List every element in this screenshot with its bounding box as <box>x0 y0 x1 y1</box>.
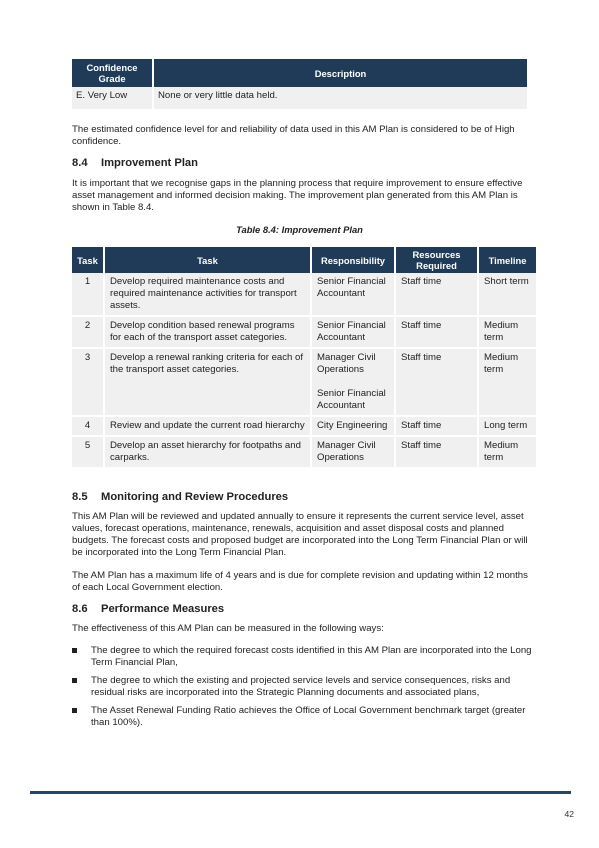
confidence-grade-table <box>72 59 527 111</box>
section-title: Monitoring and Review Procedures <box>101 491 289 503</box>
timeline-header: Timeline <box>479 247 536 273</box>
improvement-plan-table <box>72 247 536 469</box>
table-row <box>72 273 536 317</box>
page-number: 42 <box>564 809 574 819</box>
confidence-grade-cell: E. Very Low <box>72 87 154 111</box>
bullet-icon <box>72 678 77 683</box>
list-item-text: The Asset Renewal Funding Ratio achieves the Office of Local Government benchmark target (greater than 100%). <box>91 705 526 728</box>
task-number-cell: 5 <box>72 437 105 469</box>
task-cell: Develop condition based renewal programs for each of the transport asset categories. <box>105 317 312 349</box>
list-item <box>72 705 532 729</box>
table-caption: Table 8.4: Improvement Plan <box>236 224 363 235</box>
timeline-cell: Medium term <box>479 437 536 469</box>
table-row <box>72 317 536 349</box>
table-row <box>72 87 527 111</box>
section-title: Improvement Plan <box>101 157 198 169</box>
description-cell: None or very little data held. <box>154 87 527 111</box>
task-header: Task <box>105 247 312 273</box>
responsibility-primary: Manager Civil Operations <box>317 352 376 375</box>
resources-cell: Staff time <box>396 317 479 349</box>
task-cell: Develop a renewal ranking criteria for each of the transport asset categories. <box>105 349 312 417</box>
timeline-cell: Medium term <box>479 317 536 349</box>
responsibility-cell: Senior Financial Accountant <box>312 273 396 317</box>
resources-cell: Staff time <box>396 273 479 317</box>
section-8-6-intro: The effectiveness of this AM Plan can be measured in the following ways: <box>72 623 384 634</box>
task-number-cell: 2 <box>72 317 105 349</box>
task-number-cell: 4 <box>72 417 105 437</box>
timeline-cell: Medium term <box>479 349 536 417</box>
footer-rule <box>30 791 571 794</box>
responsibility-cell <box>312 349 396 417</box>
list-item-text: The degree to which the existing and projected service levels and service consequences, risks and residual risks are incorporated into the Strategic Planning documents and associated plans, <box>91 675 511 698</box>
task-number-cell: 3 <box>72 349 105 417</box>
section-8-5-paragraph-1: This AM Plan will be reviewed and updated annually to ensure it represents the current service level, asset values, forecast operations, maintenance, renewals, acquisition and asset disposal costs and planned budgets. The forecast costs and proposed budget are incorporated into the Long Term Financial Plan or will be incorporated into the Long Term Financial Plan. <box>72 511 528 558</box>
responsibility-cell: City Engineering <box>312 417 396 437</box>
list-item <box>72 675 532 699</box>
section-8-4-body: It is important that we recognise gaps in the planning process that require improvement to ensure effective asset management and informed decision making. The improvement plan generated from this AM Plan is shown in Table 8.4. <box>72 178 523 213</box>
task-cell: Develop an asset hierarchy for footpaths and carparks. <box>105 437 312 469</box>
section-title: Performance Measures <box>101 603 225 615</box>
table-row <box>72 417 536 437</box>
resources-cell: Staff time <box>396 437 479 469</box>
timeline-cell: Long term <box>479 417 536 437</box>
task-number-header: Task <box>72 247 105 273</box>
task-cell: Review and update the current road hierarchy <box>105 417 312 437</box>
performance-measures-list <box>72 645 532 735</box>
bullet-icon <box>72 708 77 713</box>
confidence-statement: The estimated confidence level for and reliability of data used in this AM Plan is considered to be of High confidence. <box>72 124 515 147</box>
section-8-5-heading <box>72 491 288 503</box>
resources-header: Resources Required <box>396 247 479 273</box>
responsibility-secondary: Senior Financial Accountant <box>317 388 386 411</box>
description-header: Description <box>154 59 527 87</box>
list-item-text: The degree to which the required forecast costs identified in this AM Plan are incorporated into the Long Term Financial Plan, <box>91 645 532 668</box>
responsibility-cell: Senior Financial Accountant <box>312 317 396 349</box>
section-number: 8.6 <box>72 603 88 615</box>
timeline-cell: Short term <box>479 273 536 317</box>
section-8-6-heading <box>72 603 224 615</box>
list-item <box>72 645 532 669</box>
task-number-cell: 1 <box>72 273 105 317</box>
responsibility-cell: Manager Civil Operations <box>312 437 396 469</box>
section-number: 8.5 <box>72 491 88 503</box>
bullet-icon <box>72 648 77 653</box>
task-cell: Develop required maintenance costs and required maintenance activities for transport assets. <box>105 273 312 317</box>
resources-cell: Staff time <box>396 349 479 417</box>
section-8-5-paragraph-2: The AM Plan has a maximum life of 4 years and is due for complete revision and updating within 12 months of each Local Government election. <box>72 570 528 593</box>
resources-cell: Staff time <box>396 417 479 437</box>
table-row <box>72 437 536 469</box>
table-row <box>72 349 536 417</box>
responsibility-header: Responsibility <box>312 247 396 273</box>
section-8-4-heading <box>72 157 198 169</box>
confidence-grade-header: Confidence Grade <box>72 59 154 87</box>
section-number: 8.4 <box>72 157 88 169</box>
